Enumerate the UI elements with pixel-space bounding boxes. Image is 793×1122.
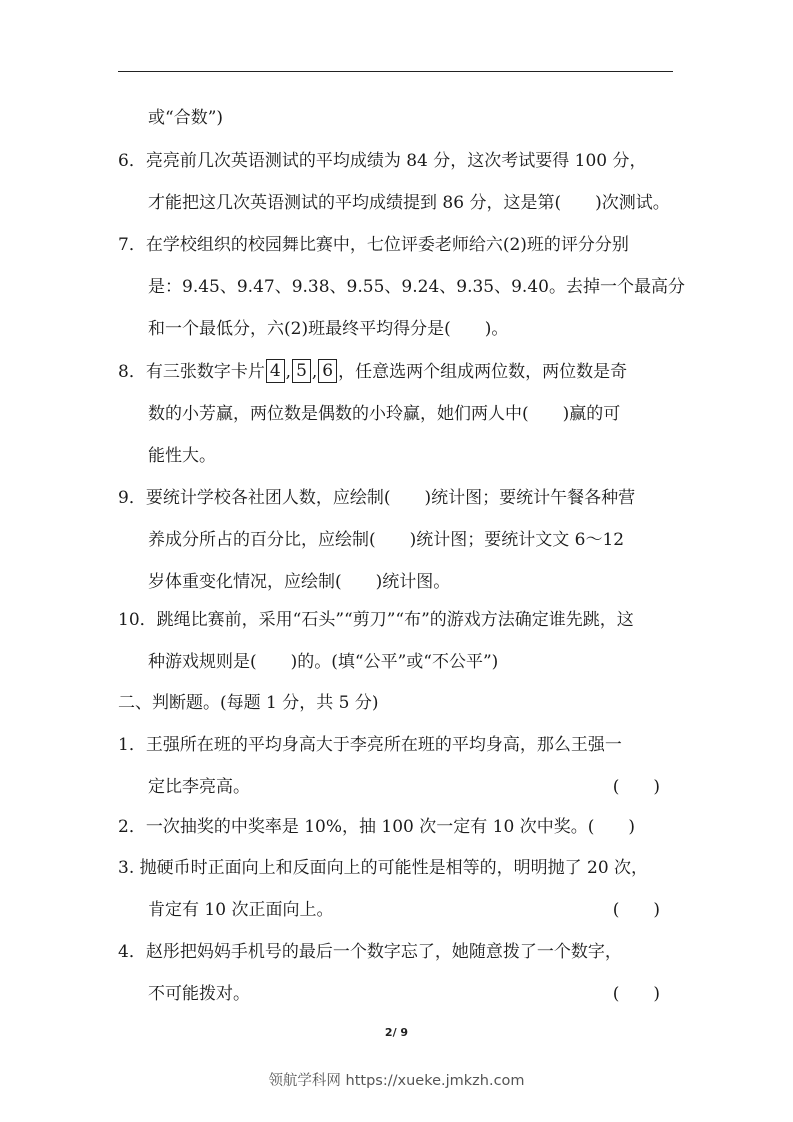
- question-8-line: [118, 355, 678, 389]
- judge-4-line: [148, 977, 678, 1011]
- question-6-line: 才能把这几次英语测试的平均成绩提到 86 分，这是第( )次测试。: [148, 193, 670, 213]
- section-heading: 二、判断题。(每题 1 分，共 5 分): [118, 693, 379, 713]
- question-8-prefix: 8．有三张数字卡片: [118, 362, 265, 382]
- answer-paren: ( ): [612, 984, 660, 1004]
- judge-3-line: [148, 893, 678, 927]
- header-rule: [118, 71, 673, 72]
- judge-1-line: [148, 770, 678, 804]
- question-9-line: 养成分所占的百分比，应绘制( )统计图；要统计文文 6～12: [148, 530, 625, 550]
- answer-paren: ( ): [612, 777, 660, 797]
- digit-card-4: 4: [266, 359, 285, 383]
- text-line: 或“合数”): [148, 108, 224, 128]
- footer-watermark: 领航学科网 https://xueke.jmkzh.com: [268, 1073, 525, 1089]
- question-6-line: 6．亮亮前几次英语测试的平均成绩为 84 分，这次考试要得 100 分，: [118, 151, 647, 171]
- question-7-line: 7．在学校组织的校园舞比赛中，七位评委老师给六(2)班的评分分别: [118, 235, 629, 255]
- answer-paren: ( ): [612, 900, 660, 920]
- question-8-line: 数的小芳赢，两位数是偶数的小玲赢，她们两人中( )赢的可: [148, 404, 621, 424]
- question-10-line: 10．跳绳比赛前，采用“石头”“剪刀”“布”的游戏方法确定谁先跳，这: [118, 610, 634, 630]
- card-separator: ,: [311, 362, 318, 382]
- judge-1-text: 定比李亮高。: [148, 777, 250, 797]
- question-8-suffix: ，任意选两个组成两位数，两位数是奇: [338, 362, 628, 382]
- judge-4-line: 4．赵彤把妈妈手机号的最后一个数字忘了，她随意拨了一个数字，: [118, 942, 622, 962]
- judge-2-line: 2．一次抽奖的中奖率是 10%，抽 100 次一定有 10 次中奖。( ): [118, 817, 635, 837]
- question-7-line: 和一个最低分，六(2)班最终平均得分是( )。: [148, 319, 509, 339]
- judge-3-text: 肯定有 10 次正面向上。: [148, 900, 334, 920]
- question-9-line: 9．要统计学校各社团人数，应绘制( )统计图；要统计午餐各种营: [118, 488, 636, 508]
- digit-card-5: 5: [292, 359, 311, 383]
- page-number: 2/ 9: [384, 1026, 409, 1039]
- digit-card-6: 6: [318, 359, 337, 383]
- question-8-line: 能性大。: [148, 446, 216, 466]
- judge-1-line: 1．王强所在班的平均身高大于李亮所在班的平均身高，那么王强一: [118, 735, 622, 755]
- question-10-line: 种游戏规则是( )的。(填“公平”或“不公平”): [148, 652, 499, 672]
- card-separator: ,: [285, 362, 292, 382]
- judge-4-text: 不可能拨对。: [148, 984, 250, 1004]
- question-7-line: 是：9.45、9.47、9.38、9.55、9.24、9.35、9.40。去掉一个最高分: [148, 277, 685, 297]
- judge-3-line: 3. 抛硬币时正面向上和反面向上的可能性是相等的，明明抛了 20 次，: [118, 858, 649, 878]
- question-9-line: 岁体重变化情况，应绘制( )统计图。: [148, 572, 451, 592]
